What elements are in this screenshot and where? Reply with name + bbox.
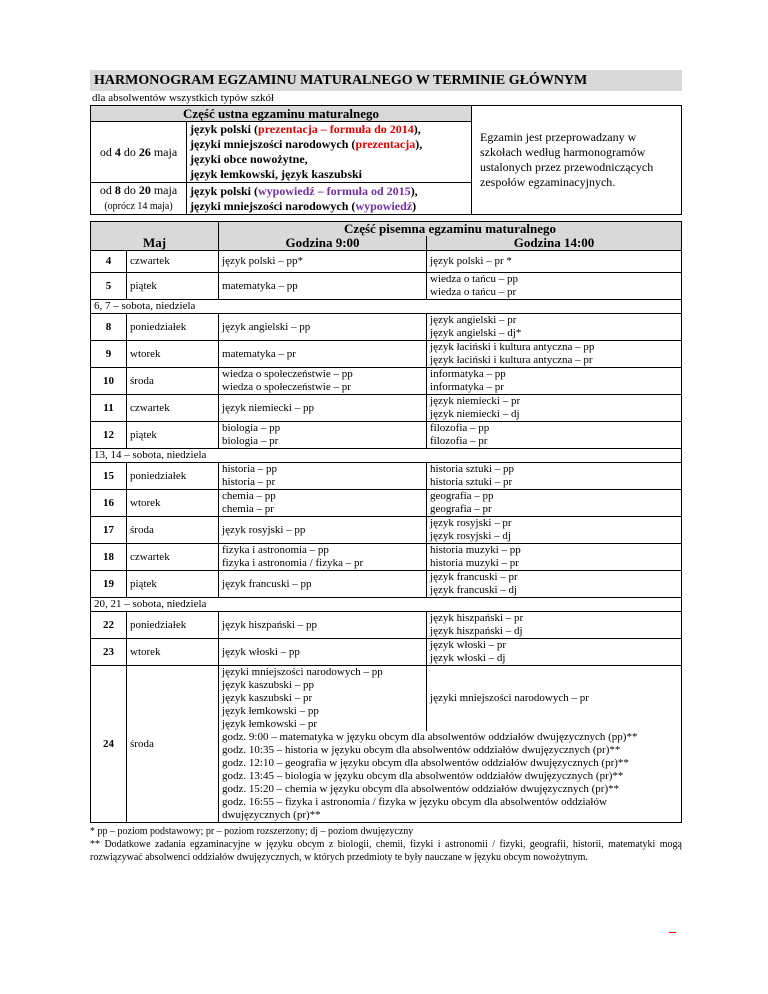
oral-subject-line: języki mniejszości narodowych (wypowiedź) [190,198,417,213]
exam-entry: historia – pp [222,463,278,475]
exam-entry: biologia – pp [222,422,281,434]
exam-entry: wiedza o tańcu – pr [430,286,517,298]
afternoon-exams [427,612,682,639]
day-number: 5 [91,273,127,300]
table-row [91,612,682,639]
weekend-separator: 13, 14 – sobota, niedziela [91,449,682,463]
exam-entry: języki mniejszości narodowych – pp [222,666,383,678]
morning-exams [219,368,427,395]
exam-entry: historia – pr [222,476,276,488]
weekday: poniedziałek [127,314,219,341]
exam-entry: informatyka – pr [430,381,504,393]
exam-entry: chemia – pr [222,503,274,515]
day-number: 4 [91,251,127,273]
table-row [91,490,682,517]
exam-entry: historia muzyki – pr [430,557,519,569]
day-number: 11 [91,395,127,422]
red-dash-mark [669,932,676,933]
afternoon-exams [427,341,682,368]
exam-entry: język kaszubski – pp [222,679,314,691]
weekday: wtorek [127,639,219,666]
exam-entry: fizyka i astronomia – pp [222,544,329,556]
exam-entry: język francuski – dj [430,584,518,596]
exam-entry: godz. 10:35 – historia w języku obcym dla absolwentów oddziałów dwujęzycznych (pr)** [222,744,621,756]
weekend-separator: 6, 7 – sobota, niedziela [91,300,682,314]
morning-exams [219,463,427,490]
afternoon-exams [427,422,682,449]
exam-entry: filozofia – pr [430,435,488,447]
morning-exams [219,544,427,571]
oral-subject-form: prezentacja – formuła do 2014 [258,122,414,136]
written-heading: Część pisemna egzaminu maturalnego [219,222,682,237]
col-9: Godzina 9:00 [219,236,427,251]
table-row [91,517,682,544]
day-number: 15 [91,463,127,490]
weekday: piątek [127,422,219,449]
day-number: 12 [91,422,127,449]
morning-exams [219,639,427,666]
weekday: czwartek [127,544,219,571]
oral-subject-form: prezentacja [355,137,416,151]
morning-exams [219,314,427,341]
exam-entry: godz. 16:55 – fizyka i astronomia / fizyka w języku obcym dla absolwentów oddziałów dwujęzycznych (pr)** [222,796,607,821]
weekday: czwartek [127,251,219,273]
day-number: 22 [91,612,127,639]
afternoon-exams [427,490,682,517]
oral-info: Egzamin jest przeprowadzany w szkołach według harmonogramów ustalonych przez przewodniczących zespołów egzaminacyjnych. [472,106,682,215]
exam-entry: język niemiecki – pp [222,401,314,414]
morning-exams [219,571,427,598]
table-row [91,571,682,598]
exam-entry: matematyka – pr [222,347,296,360]
oral-period-1: od 4 do 26 maja [91,122,187,183]
exam-entry: język niemiecki – dj [430,408,520,420]
weekday: środa [127,368,219,395]
exam-entry: fizyka i astronomia / fizyka – pr [222,557,364,569]
footnote-1: * pp – poziom podstawowy; pr – poziom rozszerzony; dj – poziom dwujęzyczny [90,826,414,837]
oral-exam-table [90,105,682,215]
exam-entry: historia sztuki – pp [430,463,515,475]
morning-exams [219,422,427,449]
morning-exams [219,666,427,732]
exam-entry: język włoski – pr [430,639,507,651]
afternoon-exams: języki mniejszości narodowych – pr [427,666,682,732]
exam-entry: język polski – pp* [222,255,303,267]
oral-subject-line: język łemkowski, język kaszubski [190,167,363,181]
table-row [91,463,682,490]
document-title: HARMONOGRAM EGZAMINU MATURALNEGO W TERMINIE GŁÓWNYM [90,70,682,91]
exam-entry: język łaciński i kultura antyczna – pp [430,341,595,353]
exam-entry: język kaszubski – pr [222,692,313,704]
afternoon-exams [427,544,682,571]
exam-entry: wiedza o społeczeństwie – pr [222,381,351,393]
weekday: wtorek [127,341,219,368]
afternoon-exams [427,395,682,422]
exam-entry: język hiszpański – pp [222,618,318,631]
day-number: 18 [91,544,127,571]
afternoon-exams [427,251,682,273]
table-row [91,544,682,571]
exam-entry: język polski – pr * [430,255,512,267]
exam-entry: język hiszpański – dj [430,625,523,637]
table-row [91,341,682,368]
day-number: 8 [91,314,127,341]
oral-subject-line: język polski (wypowiedź – formuła od 2015), [190,183,418,198]
exam-entry: godz. 12:10 – geografia w języku obcym dla absolwentów oddziałów dwujęzycznych (pr)** [222,757,629,769]
exam-entry: język angielski – pr [430,314,517,326]
weekday: środa [127,517,219,544]
weekend-separator: 20, 21 – sobota, niedziela [91,598,682,612]
exam-entry: geografia – pp [430,490,494,502]
morning-exams [219,395,427,422]
day-number: 17 [91,517,127,544]
exam-entry: geografia – pr [430,503,492,515]
exam-entry: język rosyjski – dj [430,530,511,542]
morning-exams [219,251,427,273]
exam-entry: język angielski – pp [222,320,311,333]
weekday: poniedziałek [127,463,219,490]
exam-entry: wiedza o tańcu – pp [430,273,518,285]
weekday: poniedziałek [127,612,219,639]
exam-entry: język angielski – dj* [430,327,522,339]
exam-entry: godz. 9:00 – matematyka w języku obcym dla absolwentów oddziałów dwujęzycznych (pp)** [222,731,638,743]
exam-entry: chemia – pp [222,490,276,502]
exam-entry: matematyka – pp [222,279,298,292]
morning-exams [219,490,427,517]
morning-exams [219,612,427,639]
oral-subject-line: język polski (prezentacja – formuła do 2014), [190,122,421,136]
day-number: 19 [91,571,127,598]
afternoon-exams [427,463,682,490]
table-row [91,273,682,300]
exam-entry: wiedza o społeczeństwie – pp [222,368,353,380]
table-row [91,251,682,273]
table-row [91,422,682,449]
exam-entry: historia sztuki – pr [430,476,513,488]
morning-exams [219,273,427,300]
exam-entry: język łemkowski – pp [222,705,319,717]
morning-exams [219,341,427,368]
document-subtitle: dla absolwentów wszystkich typów szkół [92,92,275,104]
col-month: Maj [91,222,219,251]
oral-subject-line: języki mniejszości narodowych (prezentacja), [190,137,423,151]
table-row [91,666,682,732]
exam-entry: godz. 15:20 – chemia w języku obcym dla absolwentów oddziałów dwujęzycznych (pr)** [222,783,620,795]
footnotes [90,825,682,864]
bilingual-exams [219,731,682,823]
oral-subject-form: wypowiedź – formuła od 2015 [258,183,411,198]
afternoon-exams [427,273,682,300]
weekday: środa [127,666,219,823]
day-number: 16 [91,490,127,517]
day-number: 23 [91,639,127,666]
oral-subject-form: wypowiedź [355,198,413,213]
exam-entry: godz. 13:45 – biologia w języku obcym dla absolwentów oddziałów dwujęzycznych (pr)** [222,770,624,782]
exam-entry: informatyka – pp [430,368,506,380]
day-number: 24 [91,666,127,823]
afternoon-exams [427,639,682,666]
afternoon-exams [427,314,682,341]
weekday: piątek [127,571,219,598]
day-number: 9 [91,341,127,368]
day-number: 10 [91,368,127,395]
exam-entry: język francuski – pp [222,577,312,590]
exam-entry: język włoski – dj [430,652,506,664]
written-exam-table [90,221,682,823]
exam-entry: język łaciński i kultura antyczna – pr [430,354,593,366]
exam-entry: historia muzyki – pp [430,544,521,556]
table-row [91,314,682,341]
oral-subjects-2 [187,183,472,215]
table-row [91,395,682,422]
table-row [91,639,682,666]
exam-entry: język rosyjski – pp [222,523,306,536]
footnote-2: ** Dodatkowe zadania egzaminacyjne w języku obcym z biologii, chemii, fizyki i astronomii / fizyki, geografii, historii, matematyki mogą rozwiązywać absolwenci oddziałów dwujęzycznych, w których przedmioty te były nauczane w języku obcym nowożytnym. [90,839,682,863]
exam-entry: filozofia – pp [430,422,490,434]
table-row [91,368,682,395]
exam-entry: biologia – pr [222,435,279,447]
oral-period-2: od 8 do 20 maja (oprócz 14 maja) [91,183,187,215]
weekday: piątek [127,273,219,300]
afternoon-exams [427,517,682,544]
col-14: Godzina 14:00 [427,236,682,251]
morning-exams [219,517,427,544]
weekday: czwartek [127,395,219,422]
exam-entry: język rosyjski – pr [430,517,512,529]
exam-entry: język włoski – pp [222,645,300,658]
oral-subject-line: języki obce nowożytne, [190,152,308,166]
weekday: wtorek [127,490,219,517]
exam-entry: język łemkowski – pr [222,718,318,730]
exam-entry: język niemiecki – pr [430,395,521,407]
document-page [90,70,682,864]
afternoon-exams [427,368,682,395]
oral-subjects-1 [187,122,472,183]
exam-entry: język francuski – pr [430,571,518,583]
oral-period-2-note: (oprócz 14 maja) [104,201,173,212]
oral-heading: Część ustna egzaminu maturalnego [91,106,472,122]
exam-entry: język hiszpański – pr [430,612,524,624]
afternoon-exams [427,571,682,598]
